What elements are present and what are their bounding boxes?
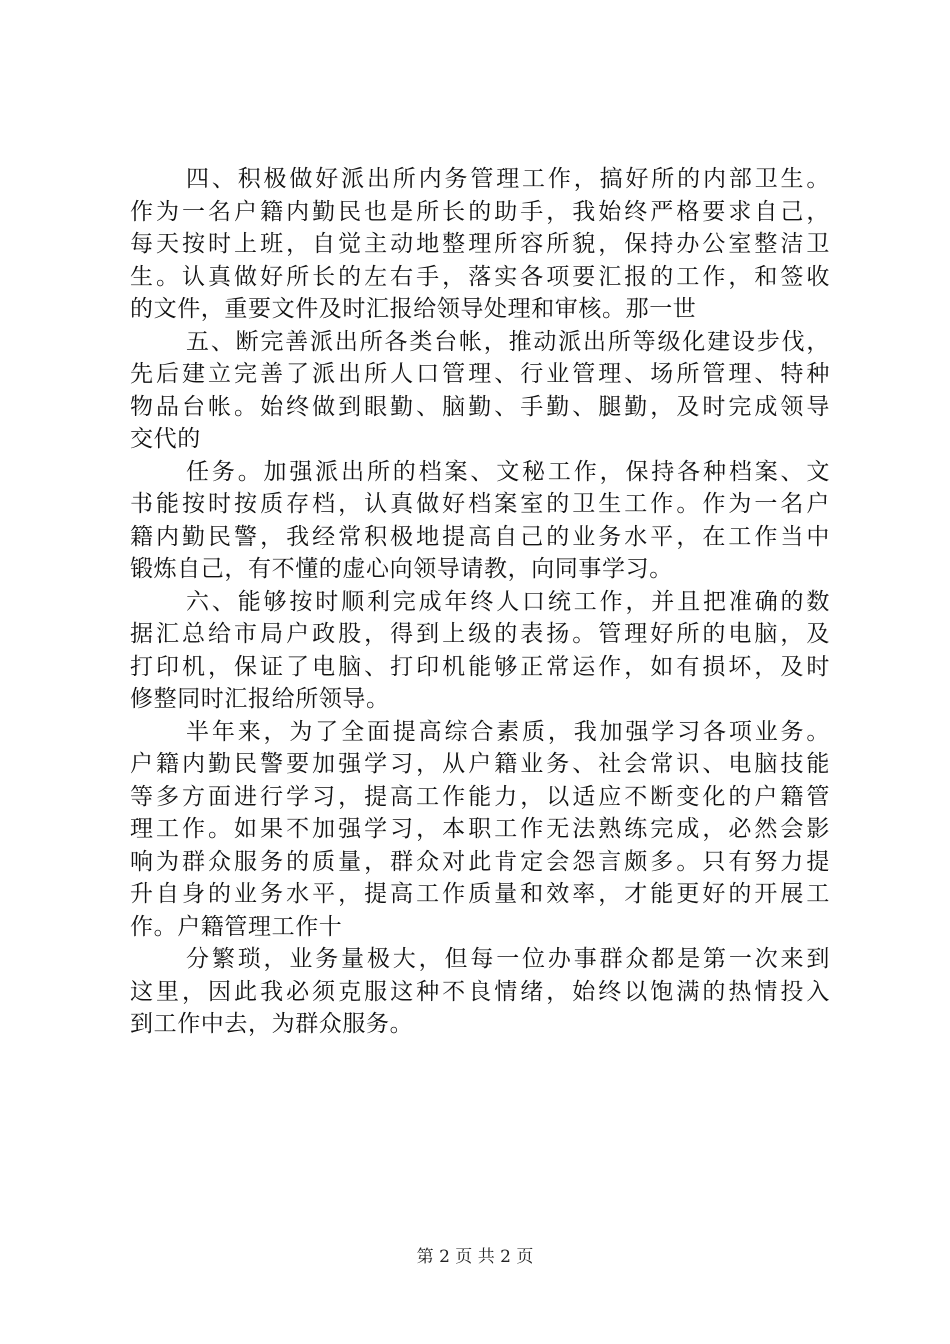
text-line: 响为群众服务的质量，群众对此肯定会怨言颇多。只有努力提 xyxy=(130,848,830,875)
text-line: 分繁琐，业务量极大，但每一位办事群众都是第一次来到 xyxy=(186,946,830,972)
document-body xyxy=(130,163,830,1041)
text-line: 户籍内勤民警要加强学习，从户籍业务、社会常识、电脑技能 xyxy=(130,751,830,777)
text-line: 籍内勤民警，我经常积极地提高自己的业务水平，在工作当中 xyxy=(130,523,830,550)
text-line: 物品台帐。始终做到眼勤、脑勤、手勤、腿勤，及时完成领导 xyxy=(130,393,830,420)
text-line: 作为一名户籍内勤民也是所长的助手，我始终严格要求自己， xyxy=(130,198,830,225)
text-line: 这里，因此我必须克服这种不良情绪，始终以饱满的热情投入 xyxy=(130,978,830,1005)
text-line: 升自身的业务水平，提高工作质量和效率，才能更好的开展工 xyxy=(130,881,830,907)
text-line: 到工作中去，为群众服务。 xyxy=(130,1011,414,1037)
text-line: 锻炼自己，有不懂的虚心向领导请教，向同事学习。 xyxy=(130,556,673,582)
text-line: 生。认真做好所长的左右手，落实各项要汇报的工作，和签收 xyxy=(130,263,830,290)
text-line: 四、积极做好派出所内务管理工作，搞好所的内部卫生。 xyxy=(186,166,830,192)
text-line: 等多方面进行学习，提高工作能力，以适应不断变化的户籍管 xyxy=(130,783,830,810)
text-line: 书能按时按质存档，认真做好档案室的卫生工作。作为一名户 xyxy=(130,491,830,517)
text-line: 五、断完善派出所各类台帐，推动派出所等级化建设步伐， xyxy=(186,328,830,355)
text-line: 半年来，为了全面提高综合素质，我加强学习各项业务。 xyxy=(186,718,830,745)
text-line: 任务。加强派出所的档案、文秘工作，保持各种档案、文 xyxy=(186,458,830,485)
text-line: 六、能够按时顺利完成年终人口统工作，并且把准确的数 xyxy=(186,588,830,615)
page-footer: 第 2 页 共 2 页 xyxy=(416,1247,534,1267)
text-line: 理工作。如果不加强学习，本职工作无法熟练完成，必然会影 xyxy=(130,816,830,842)
text-line: 打印机，保证了电脑、打印机能够正常运作，如有损坏，及时 xyxy=(130,653,830,680)
text-line: 的文件，重要文件及时汇报给领导处理和审核。那一世 xyxy=(130,296,697,322)
text-line: 先后建立完善了派出所人口管理、行业管理、场所管理、特种 xyxy=(130,361,830,387)
text-line: 作。户籍管理工作十 xyxy=(130,913,343,940)
text-line: 修整同时汇报给所领导。 xyxy=(130,686,390,712)
text-line: 每天按时上班，自觉主动地整理所容所貌，保持办公室整洁卫 xyxy=(130,231,830,257)
text-line: 据汇总给市局户政股，得到上级的表扬。管理好所的电脑，及 xyxy=(130,621,830,647)
text-line: 交代的 xyxy=(130,426,201,452)
